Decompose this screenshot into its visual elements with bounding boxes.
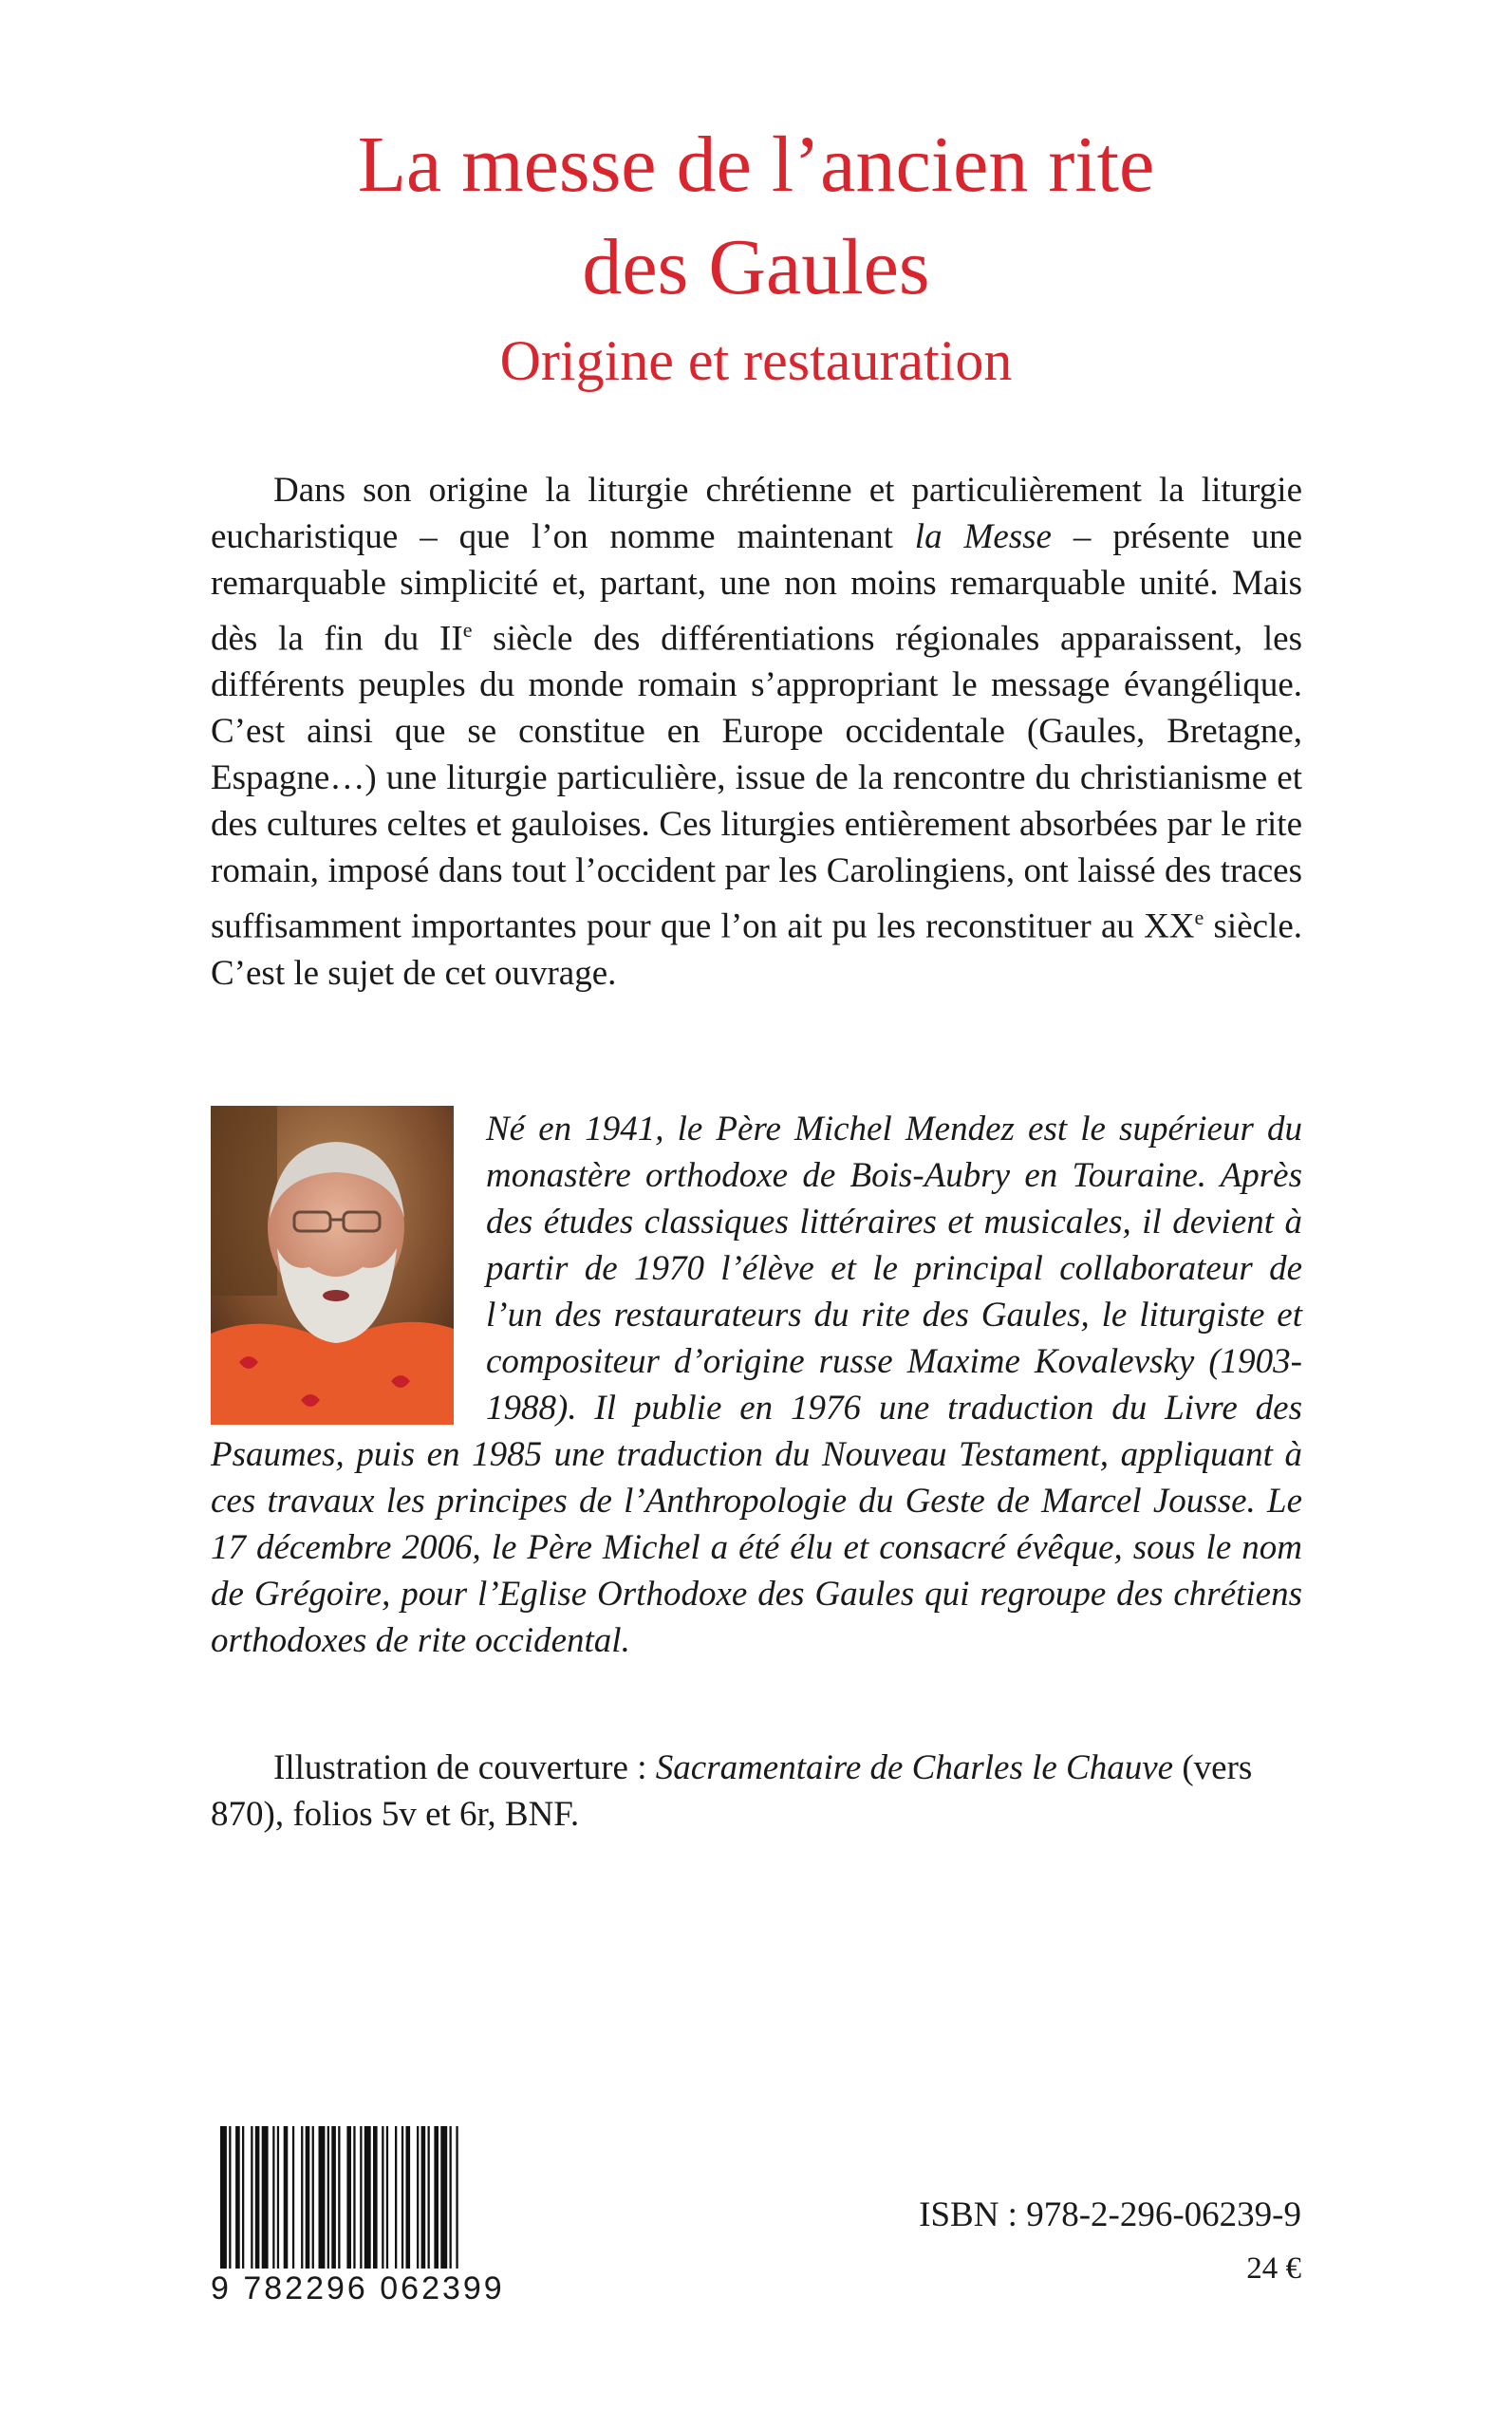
barcode-bar	[331, 2126, 336, 2269]
author-bio: Né en 1941, le Père Michel Mendez est le supérieur du monastère orthodoxe de Bois-Aubry en Touraine. Après des études classiques littéraires et musicales, il devient à partir de 1970 l’élève et le principal collaborateur de l’un des restaurateurs du rite des Gaules, le liturgiste et compositeur d’origine russe Maxime Kovalevsky (1903-1988). Il publie en 1976 une traduction du Livre des Psaumes, puis en 1985 une traduction du Nouveau Testament, appliquant à ces travaux les principes de l’Anthropologie du Geste de Marcel Jousse. Le 17 décembre 2006, le Père Michel a été élu et consacré évêque, sous le nom de Grégoire, pour l’Eglise Orthodoxe des Gaules qui regroupe des chrétiens orthodoxes de rite occidental.	[211, 1110, 1302, 1660]
barcode-bar	[284, 2126, 289, 2269]
barcode-bar	[306, 2126, 310, 2269]
barcode-bar	[373, 2126, 378, 2269]
barcode-bar	[272, 2126, 274, 2269]
barcode-bar	[434, 2126, 439, 2269]
barcode-bar	[262, 2126, 269, 2269]
barcode-bar	[450, 2126, 452, 2269]
barcode-bar	[456, 2126, 457, 2269]
cover-credit-prefix: Illustration de couverture :	[273, 1748, 656, 1787]
barcode-bar	[421, 2126, 426, 2269]
barcode-bar	[327, 2126, 329, 2269]
barcode-bar	[440, 2126, 447, 2269]
barcode-bar	[364, 2126, 371, 2269]
barcode-bar	[229, 2126, 231, 2269]
cover-credit	[211, 1745, 1302, 1838]
barcode-bar	[428, 2126, 430, 2269]
barcode-bar	[406, 2126, 411, 2269]
summary-superscript-2: e	[1194, 906, 1204, 930]
summary-italic: la Messe	[914, 517, 1052, 556]
barcode-bar	[338, 2126, 340, 2269]
summary-paragraph	[211, 467, 1302, 997]
barcode-bar	[319, 2126, 326, 2269]
summary-superscript-1: e	[462, 618, 473, 642]
barcode-bar	[301, 2126, 303, 2269]
book-subtitle: Origine et restauration	[499, 329, 1013, 392]
barcode-bar	[346, 2126, 351, 2269]
barcode-bar	[382, 2126, 383, 2269]
cover-credit-suffix: (vers 870), folios 5v et 6r, BNF.	[211, 1748, 1253, 1834]
isbn: ISBN : 978-2-296-06239-9	[919, 2195, 1301, 2234]
author-portrait-image	[211, 1106, 454, 1425]
summary-text-2: – présente une remarquable simplicité et, partant, une non moins remarquable unité. Mais dès la fin du II	[211, 517, 1302, 659]
barcode-bar	[292, 2126, 294, 2269]
barcode-bar	[417, 2126, 419, 2269]
price: 24 €	[1246, 2251, 1301, 2286]
barcode-bar	[386, 2126, 388, 2269]
barcode-bar	[312, 2126, 314, 2269]
author-section	[211, 1106, 1302, 1664]
book-title	[0, 114, 1512, 319]
summary-text-4: siècle. C’est le sujet de cet ouvrage.	[211, 906, 1303, 993]
barcode	[220, 2126, 524, 2269]
barcode-digits: 9 782296 062399	[211, 2270, 505, 2306]
cover-credit-work: Sacramentaire de Charles le Chauve	[655, 1748, 1174, 1787]
barcode-bar	[220, 2126, 227, 2269]
barcode-bar	[251, 2126, 252, 2269]
book-title-line-2: des Gaules	[582, 223, 930, 311]
barcode-bar	[242, 2126, 244, 2269]
book-title-line-1: La messe de l’ancien rite	[357, 121, 1155, 209]
barcode-bar	[353, 2126, 355, 2269]
barcode-bar	[255, 2126, 260, 2269]
author-portrait	[211, 1106, 454, 1425]
barcode-bar	[395, 2126, 397, 2269]
barcode-bar	[277, 2126, 279, 2269]
summary-text-1: Dans son origine la liturgie chrétienne et particulièrement la liturgie eucharistique – que l’on nomme maintenant	[211, 471, 1302, 556]
barcode-bar	[401, 2126, 403, 2269]
barcode-bar	[235, 2126, 240, 2269]
barcode-bar	[360, 2126, 362, 2269]
summary-text-3: siècle des différentiations régionales apparaissent, les différents peuples du monde romain s’appropriant le message évangélique. C’est ainsi que se constitue en Europe occidentale (Gaules, Bretagne, Espagne…) une liturgie particulière, issue de la rencontre du christianisme et des cultures celtes et gauloises. Ces liturgies entièrement absorbées par le rite romain, imposé dans tout l’occident par les Carolingiens, ont laissé des traces suffisamment importantes pour que l’on ait pu les reconstituer au XX	[211, 619, 1302, 946]
